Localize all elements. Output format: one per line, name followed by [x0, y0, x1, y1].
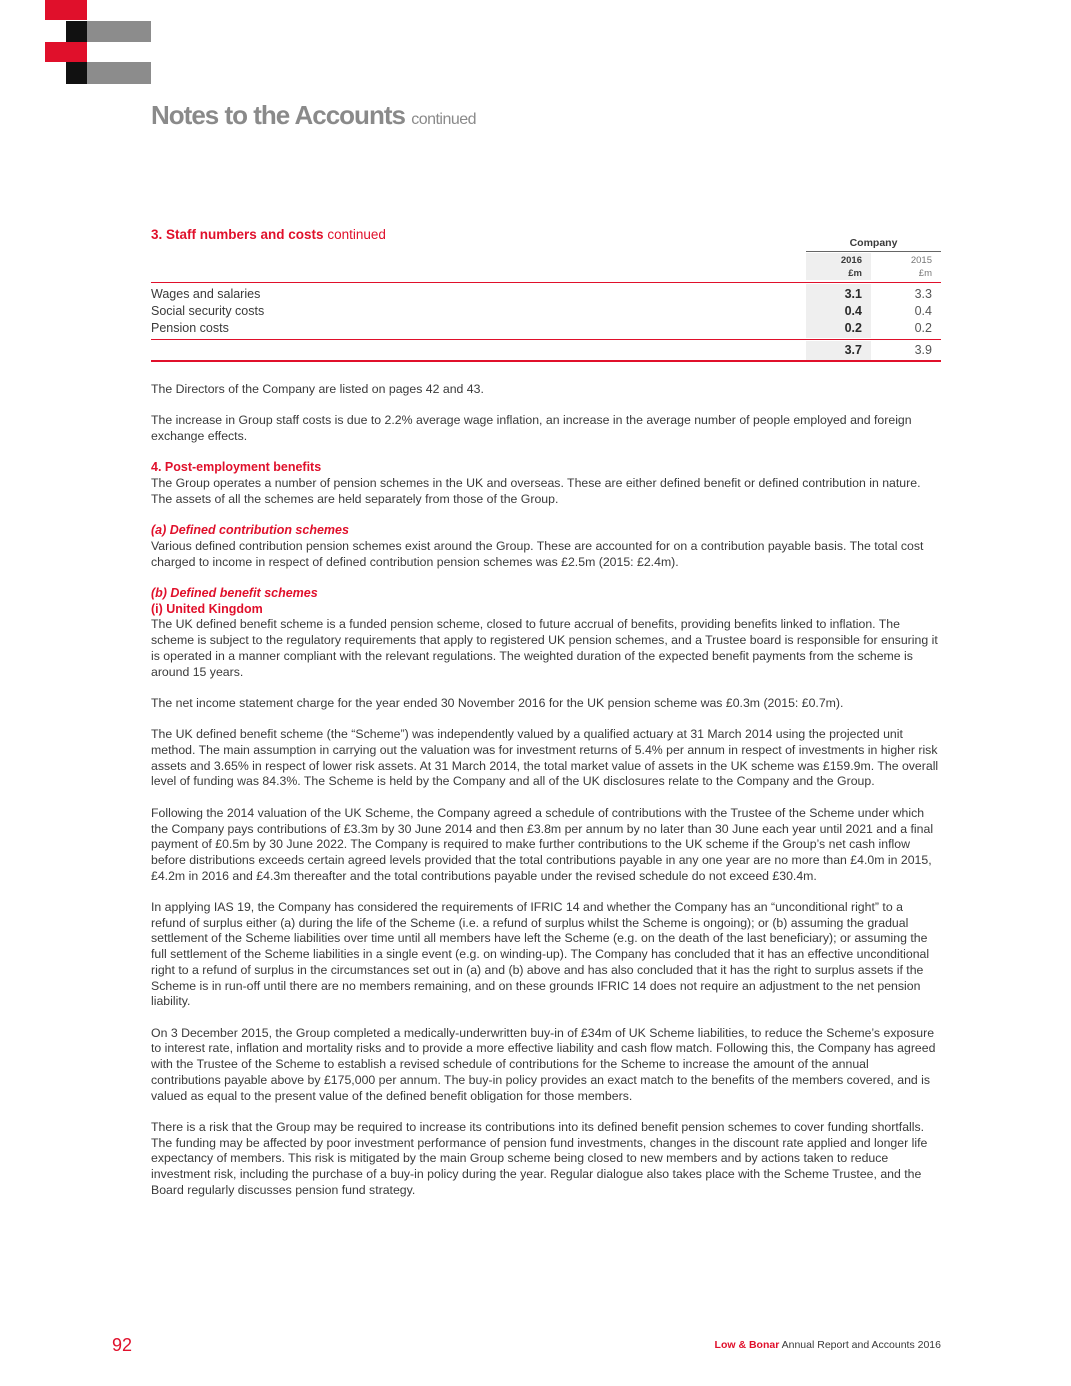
- column-header-2016: 2016 £m: [840, 255, 862, 279]
- table-cell-2015: 0.2: [914, 321, 932, 335]
- table-row-label: Wages and salaries: [151, 287, 261, 301]
- directors-paragraph: The Directors of the Company are listed on pages 42 and 43.: [151, 382, 484, 396]
- paragraph: The net income statement charge for the year ended 30 November 2016 for the UK pension scheme was £0.3m (2015: £0.7m).: [151, 695, 844, 710]
- subsection-b-heading: (b) Defined benefit schemes: [151, 586, 318, 601]
- table-cell-2016: 0.4: [844, 304, 862, 318]
- paragraph: The UK defined benefit scheme is a funded pension scheme, closed to future accrual of benefits, providing benefits linked to inflation. The scheme is subject to the regulatory requirements that apply to registered UK pension schemes, and a Trustee board is responsible for ensuring it is operated in a manner compliant with the relevant regulations. The weighted duration of the expected benefit payments from the scheme is around 15 years.: [151, 617, 938, 679]
- section-4-heading: 4. Post-employment benefits: [151, 460, 322, 475]
- table-cell-2015: 0.4: [914, 304, 932, 318]
- column-header-2015: 2015 £m: [910, 255, 932, 279]
- table-group-label: Company: [849, 237, 898, 249]
- table-bottom-rule: [151, 360, 941, 362]
- subsection-a-heading: (a) Defined contribution schemes: [151, 523, 349, 538]
- paragraph: There is a risk that the Group may be required to increase its contributions into its defined benefit pension schemes to cover funding shortfalls. The funding may be affected by poor investment performance of pension fund investments, changes in the discount rate applied and longer life expectancy of members. This risk is mitigated by the main Group scheme being closed to new members and by actions taken to reduce investment risk, including the purchase of a buy-in policy during the year. Regular dialogue also takes place with the Scheme Trustee, and the Board regularly discusses pension fund strategy.: [151, 1119, 928, 1197]
- subsection-b-uk-heading: (i) United Kingdom: [151, 601, 263, 616]
- body-text: [151, 382, 941, 1198]
- paragraph: The UK defined benefit scheme (the “Scheme”) was independently valued by a qualified actuary at 31 March 2014 using the projected unit method. The main assumption in carrying out the valuation was for investment returns of 5.4% per annum in respect of investments in higher risk assets and 3.65% in respect of lower risk assets. At 31 March 2014, the total market value of assets in the UK scheme was £159.9m. The overall level of funding was 84.3%. The Scheme is held by the Company and all of the UK disclosures relate to the Company and the Group.: [151, 727, 939, 789]
- table-group-rule: [806, 251, 941, 252]
- table-cell-2016: 0.2: [844, 321, 862, 335]
- section-3-heading: 3. Staff numbers and costs continued: [151, 227, 386, 242]
- subsection-a-text: Various defined contribution pension schemes exist around the Group. These are accounted for on a contribution payable basis. The total cost charged to income in respect of defined contribution pension schemes was £2.5m (2015: £2.4m).: [151, 538, 924, 569]
- footer-report-title: Annual Report and Accounts 2016: [781, 1339, 941, 1351]
- table-total-2015: 3.9: [914, 343, 932, 357]
- staff-costs-paragraph: The increase in Group staff costs is due to 2.2% average wage inflation, an increase in the average number of people employed and foreign exchange effects.: [151, 413, 912, 444]
- table-row-label: Social security costs: [151, 304, 265, 318]
- page-title-suffix: continued: [411, 111, 477, 128]
- paragraph: Following the 2014 valuation of the UK Scheme, the Company agreed a schedule of contributions with the Trustee of the Scheme under which the Company pays contributions of £3.3m by 30 June 2014 and then £3.8m per annum by no later than 30 June each year until 2021 and a final payment of £0.5m by 30 June 2022. The Company is required to make further contributions to the UK scheme if the Group’s net cash inflow before distributions exceeds certain agreed levels provided that the total contributions payable in any one year are no more than £4.0m in 2015, £4.2m in 2016 and £4.3m thereafter and the total contributions payable under the revised schedule do not exceed £30.4m.: [151, 805, 934, 883]
- paragraph: In applying IAS 19, the Company has considered the requirements of IFRIC 14 and whether the Company has an “unconditional right” to a refund of surplus either (a) during the life of the Scheme (i.e. a refund of surplus whilst the Scheme is ongoing); or (b) assuming the gradual settlement of the Scheme liabilities over time until all members have left the Scheme (e.g. on the death of the last beneficiary); or assuming the full settlement of the Scheme liabilities in a single event (e.g. on winding-up). The Company has concluded that it has an effective unconditional right to a refund of surplus in the circumstances set out in (a) and (b) above and has also concluded that it has the right to surplus assets if the Scheme is in run-off until there are no members remaining, and on these grounds IFRIC 14 does not require an adjustment to the net pension liability.: [151, 900, 930, 1009]
- paragraph: On 3 December 2015, the Group completed a medically-underwritten buy-in of £34m of UK Scheme liabilities, to reduce the Scheme’s exposure to interest rate, inflation and mortality risks and to provide a more effective liability and cash flow match. Following this, the Company has agreed with the Trustee of the Scheme to establish a revised schedule of contributions for the Scheme to increase the amount of the annual contributions payable above by £175,000 per annum. The buy-in policy provides an exact match to the benefits of the members covered, and is valued as equal to the present value of the defined benefit obligation for those members.: [151, 1025, 936, 1103]
- table-cell-2015: 3.3: [914, 287, 932, 301]
- page-number: 92: [112, 1335, 133, 1355]
- section-4-intro: The Group operates a number of pension schemes in the UK and overseas. These are either defined benefit or defined contribution in nature. The assets of all the schemes are held separately from those of the Group.: [151, 476, 921, 506]
- table-subtotal-rule: [151, 339, 941, 340]
- page-title: Notes to the Accounts continued: [151, 100, 477, 130]
- table-row-label: Pension costs: [151, 321, 229, 335]
- footer-brand: Low & Bonar: [714, 1339, 780, 1351]
- table-total-2016: 3.7: [844, 343, 862, 357]
- table-cell-2016: 3.1: [844, 287, 862, 301]
- table-top-rule: [151, 282, 941, 283]
- footer-caption: [715, 1339, 941, 1351]
